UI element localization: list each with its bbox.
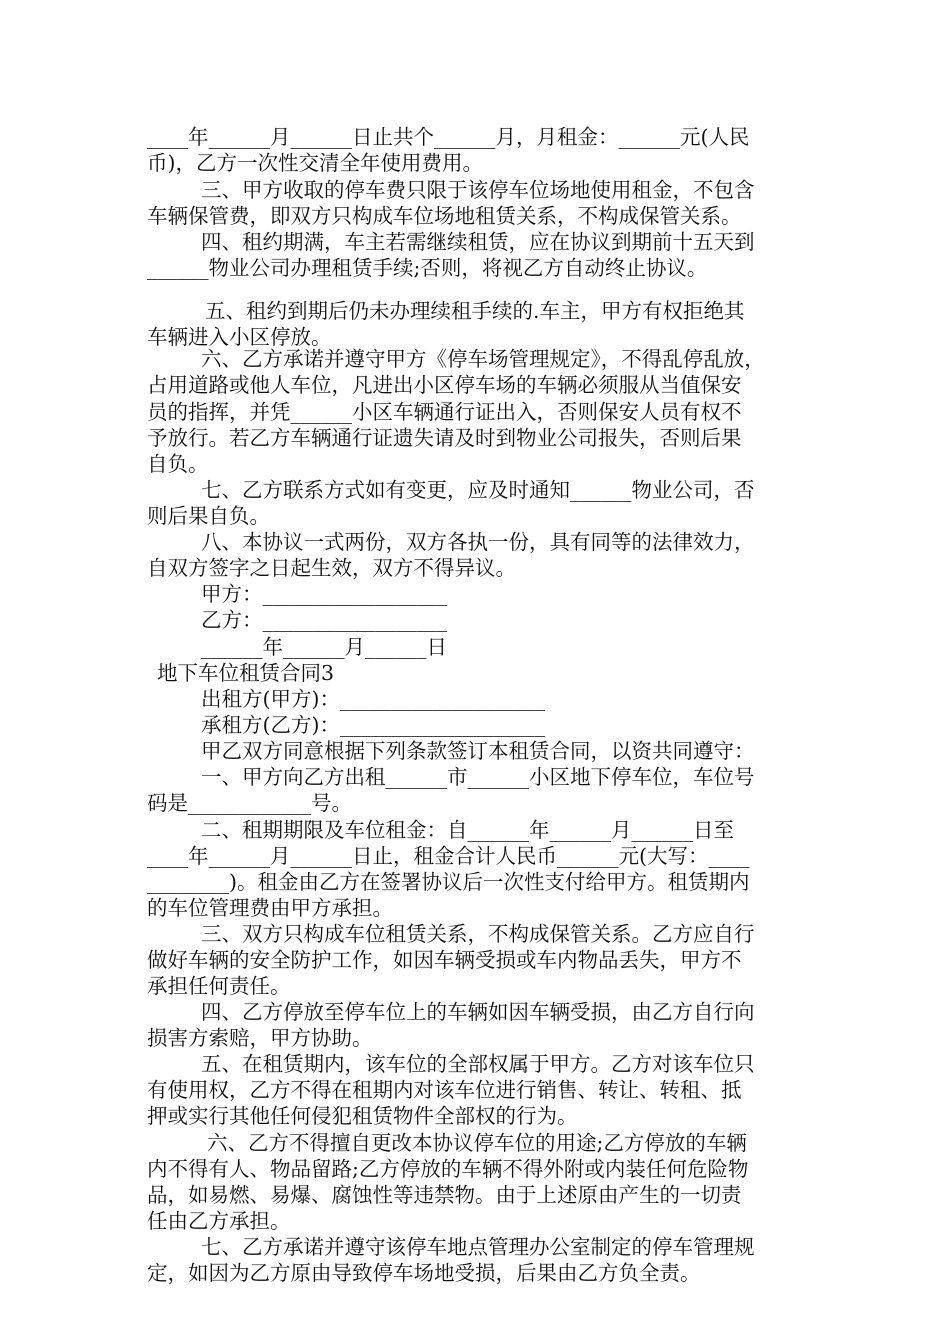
text-line: 五、在租赁期内，该车位的全部权属于甲方。乙方对该车位只 (201, 1052, 755, 1076)
text-line: 定，如因为乙方原由导致停车场地受损，后果由乙方负全责。 (147, 1261, 701, 1285)
text-line: 码是____________号。 (147, 791, 352, 815)
text-line: 占用道路或他人车位，凡进出小区停车场的车辆必须服从当值保安 (147, 373, 742, 397)
text-line: ______物业公司办理租赁手续;否则，将视乙方自动终止协议。 (147, 256, 708, 280)
text-line: 三、双方只构成车位租赁关系，不构成保管关系。乙方应自行 (201, 922, 755, 946)
text-line: 四、乙方停放至停车位上的车辆如因车辆受损，由乙方自行向 (201, 1000, 755, 1024)
lessor-field: 出租方(甲方)：____________________ (201, 687, 545, 711)
text-line: 损害方索赔，甲方协助。 (147, 1026, 373, 1050)
text-line: 六、乙方不得擅自更改本协议停车位的用途;乙方停放的车辆 (207, 1131, 747, 1155)
text-line: 品，如易燃、易爆、腐蚀性等违禁物。由于上述原由产生的一切责 (147, 1183, 742, 1207)
signature-date: ______年______月______日 (201, 635, 447, 659)
text-line: 四、租约期满，车主若需继续租赁，应在协议到期前十五天到 (201, 230, 755, 254)
text-line: 自双方签字之日起生效，双方不得异议。 (147, 556, 516, 580)
text-line: 六、乙方承诺并遵守甲方《停车场管理规定》，不得乱停乱放， (201, 347, 765, 371)
text-line: 押或实行其他任何侵犯租赁物件全部权的行为。 (147, 1104, 578, 1128)
text-line: 三、甲方收取的停车费只限于该停车位场地使用租金，不包含 (201, 178, 755, 202)
text-line: 任由乙方承担。 (147, 1209, 291, 1233)
text-line: 七、乙方承诺并遵守该停车地点管理办公室制定的停车管理规 (201, 1235, 755, 1259)
text-line: 自负。 (147, 452, 209, 476)
text-line: 一、甲方向乙方出租______市______小区地下停车位，车位号 (201, 765, 755, 789)
text-line: 承担任何责任。 (147, 974, 291, 998)
text-line: ____年______月______日止，租金合计人民币______元(大写：____ (147, 844, 750, 868)
text-line: 车辆进入小区停放。 (147, 325, 332, 349)
text-line: 甲乙双方同意根据下列条款签订本租赁合同，以资共同遵守： (201, 739, 755, 763)
text-line: 内不得有人、物品留路;乙方停放的车辆不得外附或内装任何危险物 (147, 1157, 749, 1181)
text-line: 八、本协议一式两份，双方各执一份，具有同等的法律效力， (201, 530, 755, 554)
text-line: 员的指挥，并凭______小区车辆通行证出入，否则保安人员有权不 (147, 400, 742, 424)
text-line: 五、租约到期后仍未办理续租手续的.车主，甲方有权拒绝其 (205, 299, 745, 323)
signature-party-b: 乙方：__________________ (201, 608, 447, 632)
text-line: 车辆保管费，即双方只构成车位场地租赁关系，不构成保管关系。 (147, 204, 742, 228)
text-line: 有使用权，乙方不得在租期内对该车位进行销售、转让、转租、抵 (147, 1078, 742, 1102)
signature-party-a: 甲方：__________________ (201, 582, 447, 606)
text-line: 则后果自负。 (147, 504, 270, 528)
lessee-field: 承租方(乙方)：____________________ (201, 713, 545, 737)
text-line: 予放行。若乙方车辆通行证遗失请及时到物业公司报失，否则后果 (147, 426, 742, 450)
text-line: ____年______月______日止共个______月，月租金：______元(人民 (147, 125, 750, 149)
section-title: 地下车位租赁合同3 (157, 661, 335, 685)
text-line: 七、乙方联系方式如有变更，应及时通知______物业公司，否 (201, 478, 755, 502)
text-line: 币)，乙方一次性交清全年使用费用。 (147, 151, 483, 175)
text-line: 二、租期期限及车位租金：自______年______月______日至 (201, 818, 734, 842)
text-line: ________)。租金由乙方在签署协议后一次性支付给甲方。租赁期内 (147, 870, 750, 894)
text-line: 做好车辆的安全防护工作，如因车辆受损或车内物品丢失，甲方不 (147, 948, 742, 972)
text-line: 的车位管理费由甲方承担。 (147, 896, 393, 920)
